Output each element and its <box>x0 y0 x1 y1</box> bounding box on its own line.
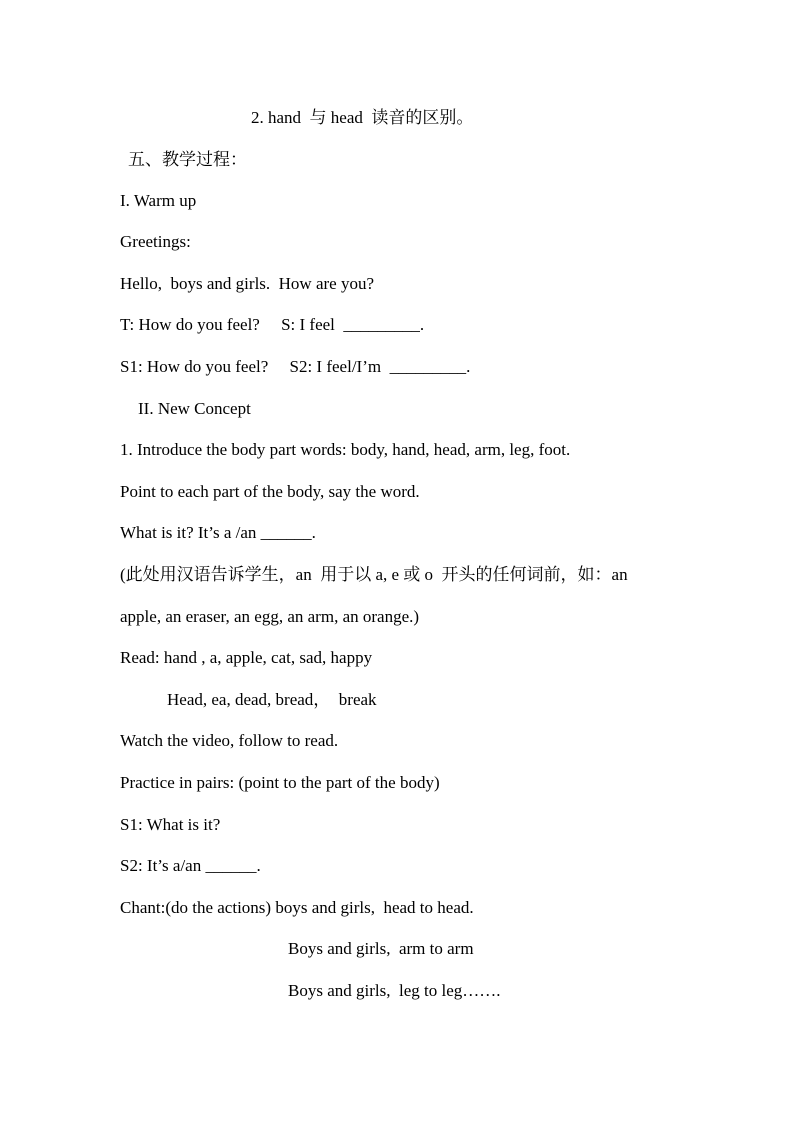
heading-warm-up: I. Warm up <box>120 191 197 210</box>
chant-line-1: Chant:(do the actions) boys and girls, head to head. <box>120 898 474 917</box>
dialogue-s1: S1: What is it? <box>120 815 221 834</box>
greetings-label: Greetings: <box>120 232 191 251</box>
note-examples: apple, an eraser, an egg, an arm, an orange.) <box>120 607 420 626</box>
dialogue-student-pair: S1: How do you feel? S2: I feel/I’m _________. <box>120 357 471 376</box>
subpoint-hand-head: 2. hand 与 head 读音的区别。 <box>251 108 474 127</box>
note-an-usage: (此处用汉语告诉学生，an 用于以 a, e 或 o 开头的任何词前，如：an <box>120 565 628 584</box>
instruction-practice-pairs: Practice in pairs: (point to the part of the body) <box>120 773 440 792</box>
instruction-point-body: Point to each part of the body, say the word. <box>120 482 420 501</box>
read-line-ea: Head, ea, dead, bread， break <box>167 690 377 709</box>
chant-line-3: Boys and girls, leg to leg……. <box>288 981 501 1000</box>
section-heading-teaching-process: 五、教学过程： <box>128 150 247 169</box>
question-what-is-it: What is it? It’s a /an ______. <box>120 523 316 542</box>
read-line-a: Read: hand , a, apple, cat, sad, happy <box>120 648 373 667</box>
instruction-watch-video: Watch the video, follow to read. <box>120 731 339 750</box>
dialogue-s2: S2: It’s a/an ______. <box>120 856 261 875</box>
greeting-line: Hello, boys and girls. How are you? <box>120 274 375 293</box>
chant-line-2: Boys and girls, arm to arm <box>288 939 474 958</box>
heading-new-concept: II. New Concept <box>138 399 251 418</box>
step-introduce-words: 1. Introduce the body part words: body, hand, head, arm, leg, foot. <box>120 440 571 459</box>
dialogue-teacher-student: T: How do you feel? S: I feel _________. <box>120 315 425 334</box>
